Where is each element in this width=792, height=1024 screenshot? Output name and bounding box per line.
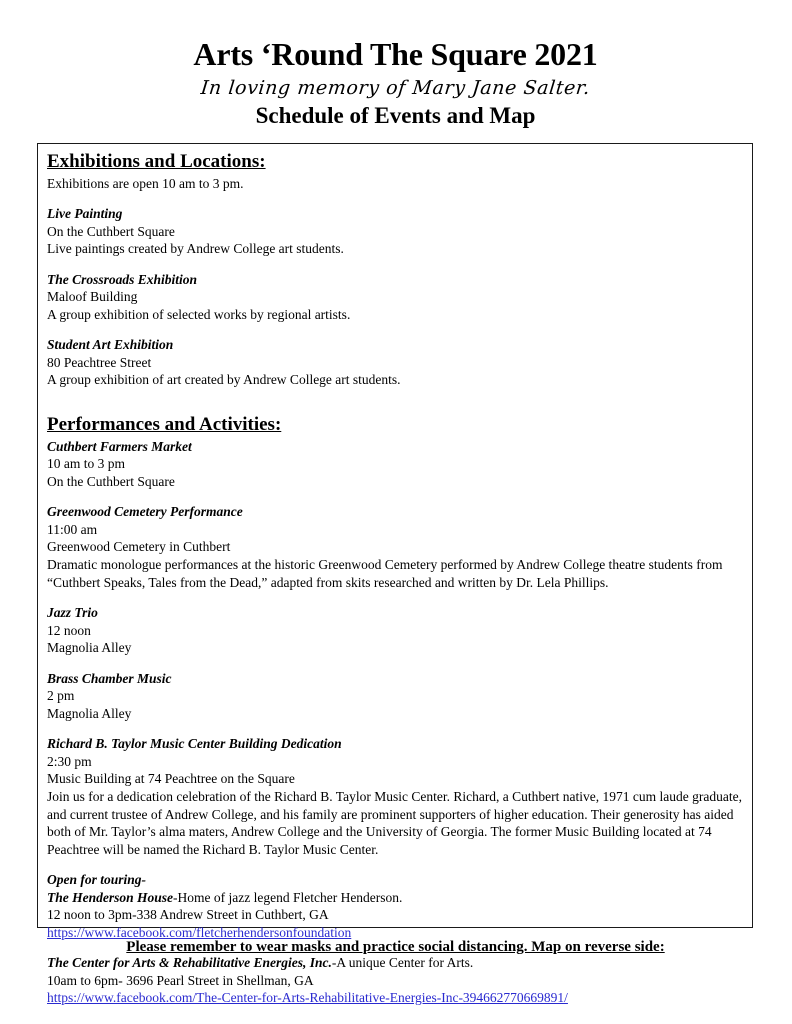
exhibitions-lead: Exhibitions are open 10 am to 3 pm. <box>47 175 244 191</box>
section-heading-exhibitions: Exhibitions and Locations: <box>47 151 266 172</box>
performance-location: On the Cuthbert Square <box>47 473 175 489</box>
performance-location: Magnolia Alley <box>47 640 132 656</box>
performance-time: 12 noon <box>47 622 91 638</box>
venue-link[interactable]: https://www.facebook.com/fletcherhendersonfoundation <box>47 924 352 940</box>
touring-section <box>47 954 743 1007</box>
performance-time: 2:30 pm <box>47 753 92 769</box>
exhibition-title: Student Art Exhibition <box>47 337 174 353</box>
venue-details: 12 noon to 3pm-338 Andrew Street in Cuthbert, GA <box>47 907 329 923</box>
performance-time: 11:00 am <box>47 521 98 537</box>
venue-details: 10am to 6pm- 3696 Pearl Street in Shellman, GA <box>47 972 314 988</box>
exhibition-location: Maloof Building <box>47 289 138 305</box>
performance-time: 10 am to 3 pm <box>47 456 125 472</box>
list-item <box>47 438 743 491</box>
list-item <box>47 503 743 591</box>
exhibition-location: 80 Peachtree Street <box>47 354 152 370</box>
touring-section <box>47 871 743 941</box>
list-item <box>47 336 743 389</box>
document-footer <box>0 938 791 958</box>
section-heading-performances: Performances and Activities: <box>47 413 282 435</box>
performance-title: Cuthbert Farmers Market <box>47 438 192 454</box>
list-item <box>47 271 743 324</box>
exhibition-description: Live paintings created by Andrew College art students. <box>47 241 344 257</box>
footer-notice: Please remember to wear masks and practice social distancing. Map on reverse side: <box>126 939 665 955</box>
performance-title: Greenwood Cemetery Performance <box>47 504 243 520</box>
performance-time: 2 pm <box>47 688 75 704</box>
list-item <box>47 670 743 723</box>
exhibition-location: On the Cuthbert Square <box>47 223 175 239</box>
venue-tagline: -A unique Center for Arts. <box>331 955 474 971</box>
list-item <box>47 205 743 258</box>
page-title: Arts ‘Round The Square 2021 <box>193 36 598 72</box>
document-header <box>0 0 791 129</box>
schedule-subtitle: Schedule of Events and Map <box>255 103 536 129</box>
exhibition-description: A group exhibition of selected works by regional artists. <box>47 306 351 322</box>
performance-location: Music Building at 74 Peachtree on the Square <box>47 771 295 787</box>
venue-tagline: -Home of jazz legend Fletcher Henderson. <box>173 889 403 905</box>
list-item <box>47 604 743 657</box>
performance-description: Dramatic monologue performances at the historic Greenwood Cemetery performed by Andrew College theatre students from “Cuthbert Speaks, Tales from the Dead,” adapted from skits researched and written by Dr. Lela Phillips. <box>47 556 723 590</box>
performance-description: Join us for a dedication celebration of the Richard B. Taylor Music Center. Richard, a Cuthbert native, 1971 cum laude graduate, and current trustee of Andrew College, and his family are prominent supporters of higher education. Their generosity has aided both of Mr. Taylor’s alma maters, Andrew College and the University of Georgia. The former Music Building located at 74 Peachtree will be named the Richard B. Taylor Music Center. <box>47 788 742 857</box>
performance-title: Richard B. Taylor Music Center Building Dedication <box>47 736 342 752</box>
touring-heading: Open for touring- <box>47 872 147 888</box>
performance-title: Jazz Trio <box>47 605 98 621</box>
exhibition-title: The Crossroads Exhibition <box>47 271 198 287</box>
exhibition-description: A group exhibition of art created by Andrew College art students. <box>47 372 401 388</box>
exhibition-title: Live Painting <box>47 206 123 222</box>
list-item <box>47 735 743 858</box>
performance-title: Brass Chamber Music <box>47 670 172 686</box>
venue-link[interactable]: https://www.facebook.com/The-Center-for-Arts-Rehabilitative-Energies-Inc-394662770669891/ <box>47 990 568 1006</box>
performance-location: Greenwood Cemetery in Cuthbert <box>47 539 231 555</box>
venue-name: The Center for Arts & Rehabilitative Energies, Inc. <box>47 955 332 971</box>
performance-location: Magnolia Alley <box>47 705 132 721</box>
venue-name-line <box>47 889 743 907</box>
memorial-subtitle: In loving memory of Mary Jane Salter. <box>199 76 592 99</box>
venue-name: The Henderson House <box>47 889 174 905</box>
